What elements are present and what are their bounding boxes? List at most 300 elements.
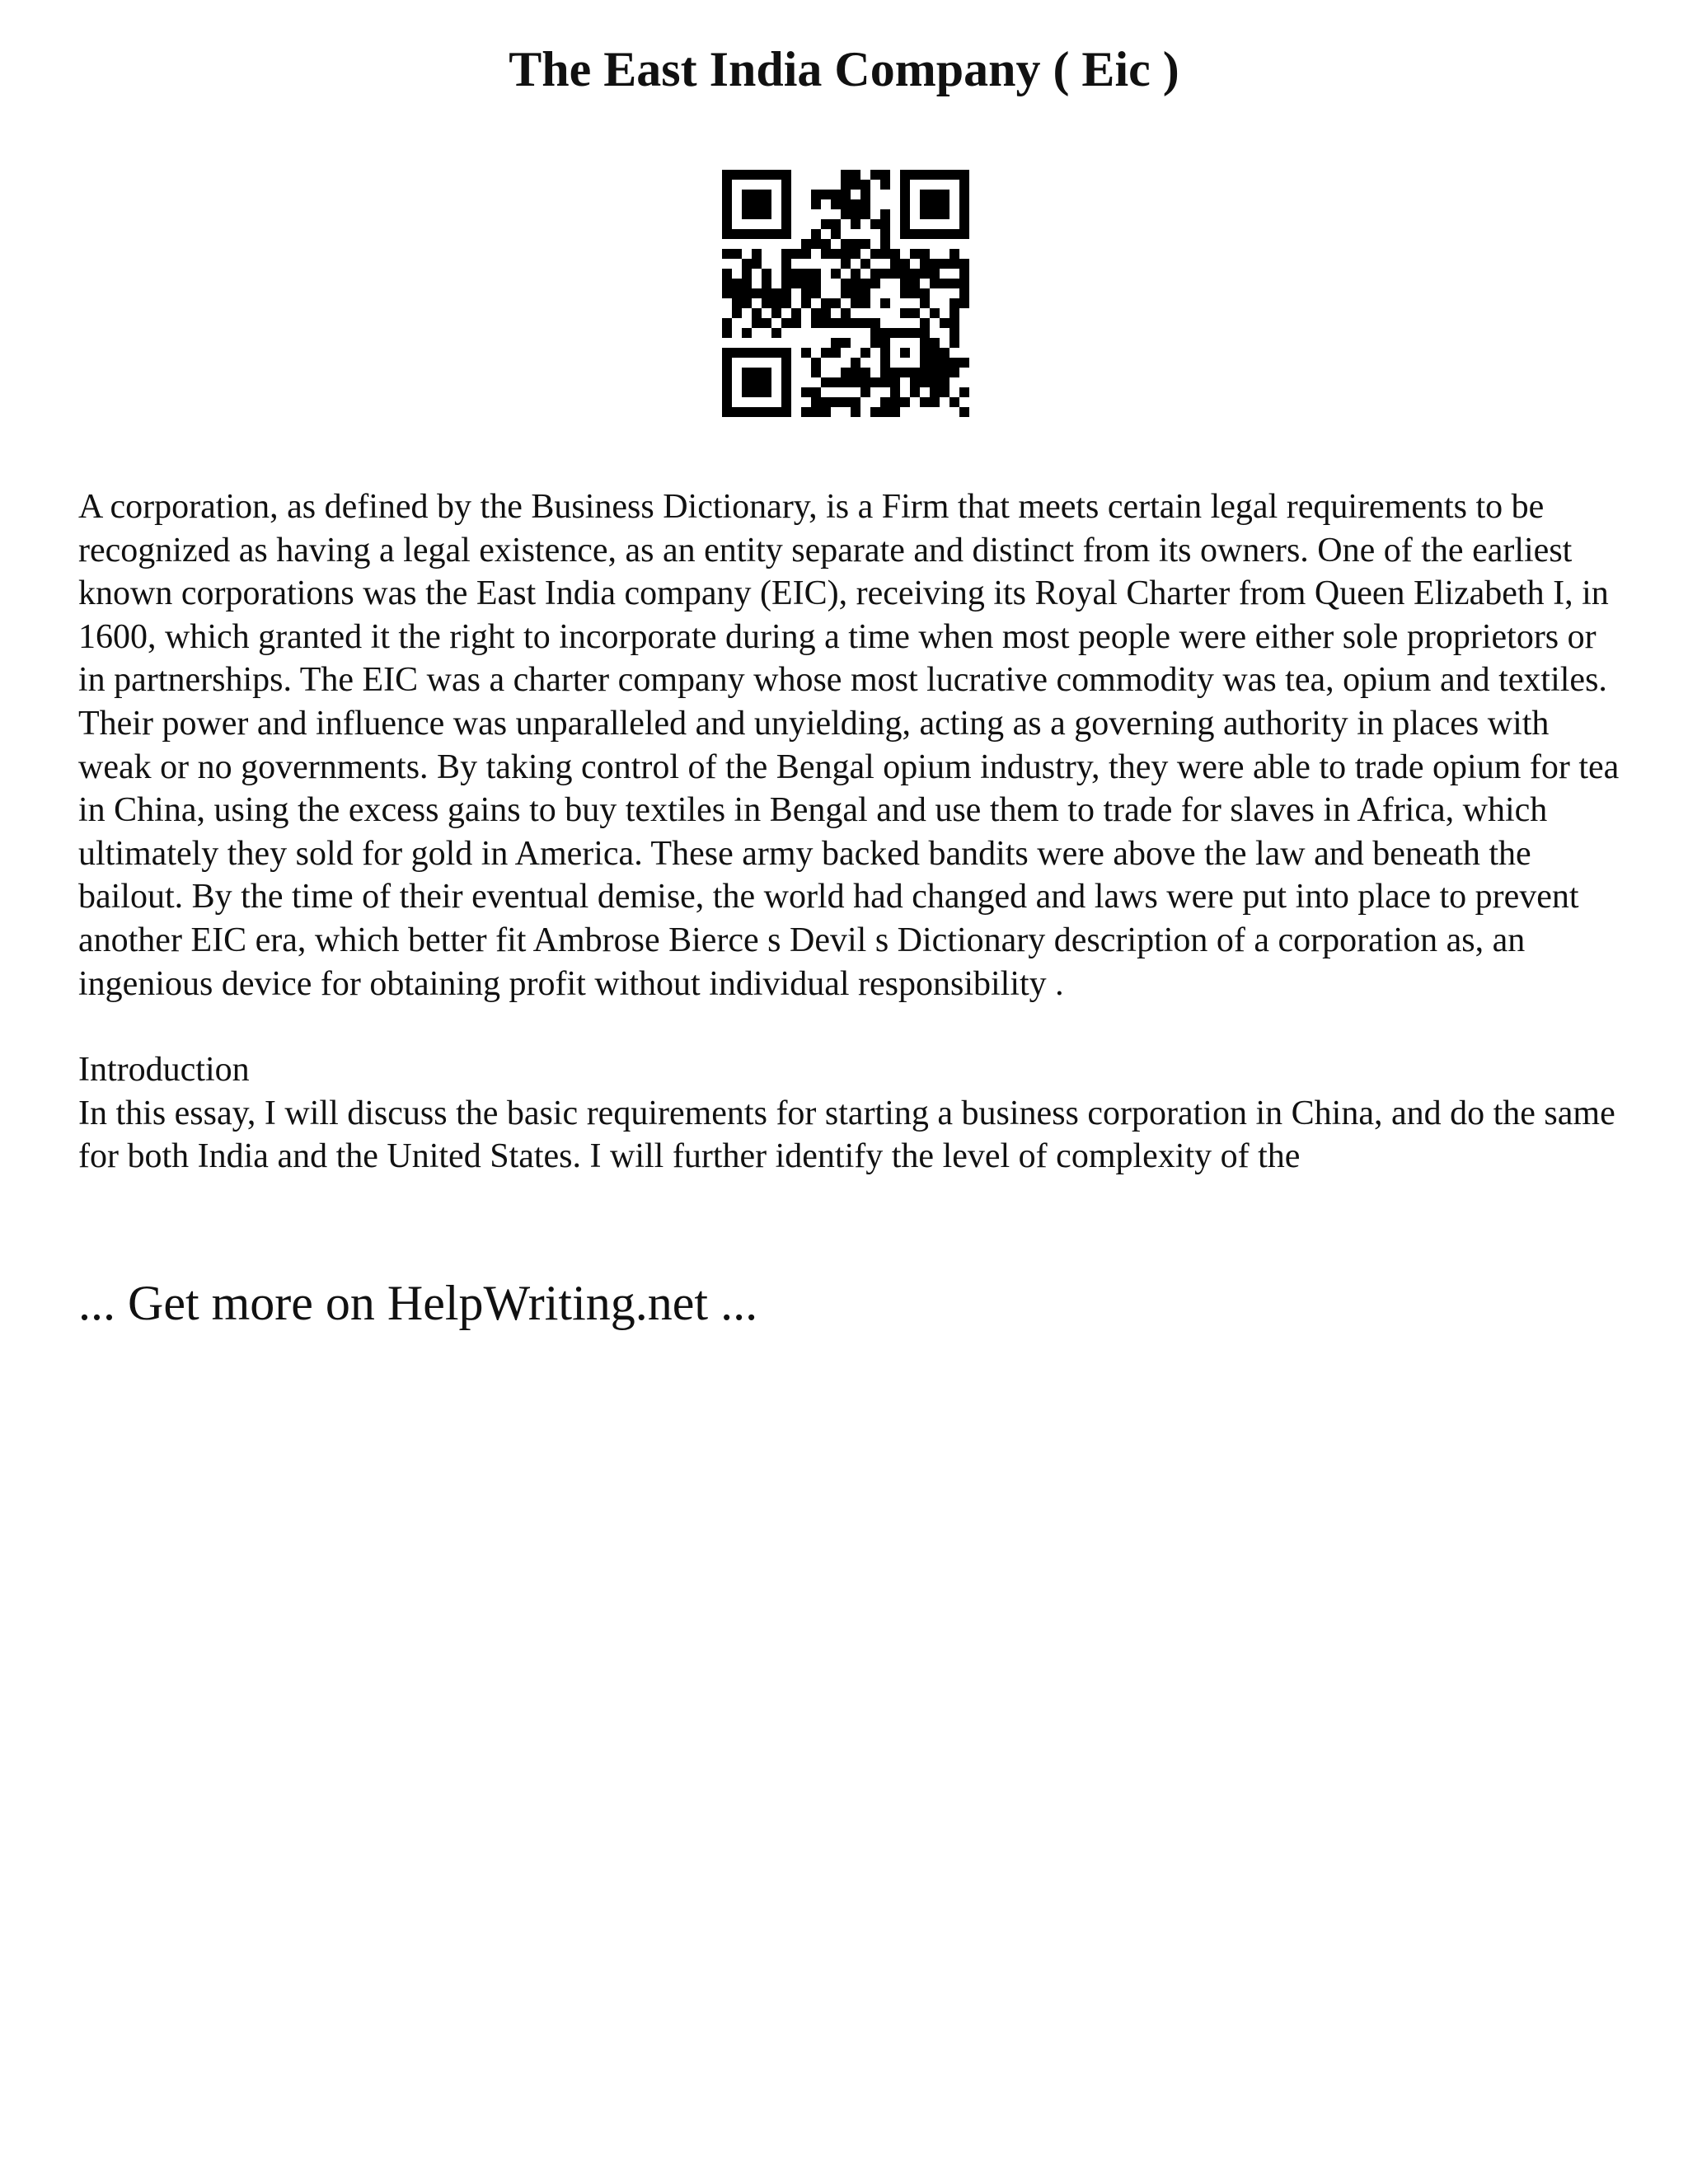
qr-module xyxy=(851,377,860,387)
qr-module xyxy=(851,209,860,219)
qr-module xyxy=(930,279,940,288)
qr-module xyxy=(811,239,821,249)
qr-module xyxy=(900,348,910,358)
qr-module xyxy=(900,328,910,338)
qr-module xyxy=(752,209,762,219)
qr-module xyxy=(940,199,950,209)
qr-module xyxy=(950,298,959,308)
qr-module xyxy=(732,279,742,288)
qr-module xyxy=(890,387,900,397)
qr-module xyxy=(940,229,950,239)
qr-module xyxy=(781,209,791,219)
qr-module xyxy=(742,170,752,180)
qr-module xyxy=(742,269,752,279)
qr-module xyxy=(860,288,870,298)
qr-module xyxy=(781,249,791,259)
qr-module xyxy=(762,229,771,239)
qr-module xyxy=(841,288,851,298)
qr-module xyxy=(940,348,950,358)
qr-module xyxy=(851,199,860,209)
qr-module xyxy=(851,170,860,180)
qr-module xyxy=(950,249,959,259)
qr-module xyxy=(940,387,950,397)
qr-module xyxy=(771,328,781,338)
qr-module xyxy=(880,249,890,259)
qr-module xyxy=(880,298,890,308)
qr-module xyxy=(801,239,811,249)
qr-module xyxy=(722,180,732,190)
qr-module xyxy=(762,190,771,199)
qr-module xyxy=(801,298,811,308)
qr-module xyxy=(801,387,811,397)
qr-module xyxy=(841,338,851,348)
qr-module xyxy=(950,328,959,338)
qr-module xyxy=(762,209,771,219)
qr-module xyxy=(781,358,791,368)
qr-module xyxy=(920,249,930,259)
qr-module xyxy=(930,368,940,377)
qr-module xyxy=(930,259,940,269)
qr-module xyxy=(959,279,969,288)
qr-module xyxy=(722,219,732,229)
qr-module xyxy=(742,190,752,199)
qr-module xyxy=(950,308,959,318)
qr-module xyxy=(920,328,930,338)
qr-module xyxy=(959,199,969,209)
qr-module xyxy=(742,348,752,358)
qr-module xyxy=(851,298,860,308)
qr-module xyxy=(752,377,762,387)
qr-module xyxy=(811,288,821,298)
qr-module xyxy=(851,279,860,288)
qr-module xyxy=(950,279,959,288)
qr-module xyxy=(791,318,801,328)
qr-module xyxy=(841,180,851,190)
qr-module xyxy=(890,259,900,269)
qr-module xyxy=(851,288,860,298)
qr-module xyxy=(742,229,752,239)
qr-module xyxy=(890,397,900,407)
qr-module xyxy=(920,338,930,348)
qr-module xyxy=(900,397,910,407)
qr-module xyxy=(900,269,910,279)
qr-module xyxy=(910,269,920,279)
qr-module xyxy=(762,318,771,328)
qr-module xyxy=(920,298,930,308)
qr-module xyxy=(811,269,821,279)
qr-module xyxy=(831,298,841,308)
qr-module xyxy=(752,229,762,239)
qr-module xyxy=(930,308,940,318)
qr-module xyxy=(762,288,771,298)
qr-module xyxy=(900,368,910,377)
qr-module xyxy=(880,170,890,180)
qr-code-icon xyxy=(722,170,969,417)
qr-module xyxy=(930,348,940,358)
qr-module xyxy=(841,199,851,209)
qr-module xyxy=(860,298,870,308)
qr-module xyxy=(860,209,870,219)
qr-module xyxy=(781,199,791,209)
qr-module xyxy=(742,259,752,269)
qr-module xyxy=(732,308,742,318)
qr-module xyxy=(860,199,870,209)
qr-module xyxy=(722,397,732,407)
qr-module xyxy=(841,368,851,377)
qr-module xyxy=(860,318,870,328)
qr-module xyxy=(722,377,732,387)
qr-module xyxy=(752,288,762,298)
qr-module xyxy=(821,348,831,358)
qr-module xyxy=(860,377,870,387)
qr-module xyxy=(781,407,791,417)
qr-module xyxy=(781,219,791,229)
qr-module xyxy=(732,298,742,308)
qr-module xyxy=(821,377,831,387)
qr-module xyxy=(870,318,880,328)
qr-module xyxy=(900,180,910,190)
qr-module xyxy=(781,368,791,377)
qr-module xyxy=(900,209,910,219)
qr-module xyxy=(851,407,860,417)
qr-module xyxy=(880,407,890,417)
qr-module xyxy=(841,259,851,269)
qr-module xyxy=(959,219,969,229)
paragraph-gap xyxy=(78,1005,1628,1048)
qr-module xyxy=(811,407,821,417)
qr-module xyxy=(742,328,752,338)
qr-module xyxy=(722,387,732,397)
qr-module xyxy=(752,170,762,180)
qr-module xyxy=(950,259,959,269)
qr-module xyxy=(930,209,940,219)
qr-module xyxy=(722,368,732,377)
qr-module xyxy=(722,318,732,328)
qr-module xyxy=(851,219,860,229)
qr-module xyxy=(781,387,791,397)
qr-module xyxy=(900,308,910,318)
qr-module xyxy=(940,209,950,219)
qr-module xyxy=(890,269,900,279)
qr-module xyxy=(959,387,969,397)
qr-module xyxy=(950,397,959,407)
qr-module xyxy=(752,199,762,209)
qr-module xyxy=(930,190,940,199)
qr-module xyxy=(860,259,870,269)
qr-module xyxy=(910,308,920,318)
qr-module xyxy=(732,288,742,298)
qr-module xyxy=(762,387,771,397)
qr-module xyxy=(742,407,752,417)
qr-module xyxy=(841,279,851,288)
qr-module xyxy=(920,269,930,279)
qr-module xyxy=(781,298,791,308)
qr-module xyxy=(841,249,851,259)
qr-module xyxy=(732,407,742,417)
qr-module xyxy=(900,279,910,288)
qr-module xyxy=(880,209,890,219)
qr-module xyxy=(860,239,870,249)
qr-module xyxy=(722,190,732,199)
qr-module xyxy=(851,358,860,368)
qr-module xyxy=(752,190,762,199)
qr-module xyxy=(781,279,791,288)
qr-module xyxy=(801,279,811,288)
qr-module xyxy=(880,368,890,377)
qr-module xyxy=(940,318,950,328)
qr-module xyxy=(930,358,940,368)
qr-module xyxy=(811,279,821,288)
get-more-link[interactable]: ... Get more on HelpWriting.net ... xyxy=(78,1276,758,1330)
qr-module xyxy=(771,298,781,308)
qr-module xyxy=(821,318,831,328)
qr-module xyxy=(781,259,791,269)
qr-module xyxy=(950,338,959,348)
qr-module xyxy=(791,308,801,318)
qr-module xyxy=(771,170,781,180)
qr-module xyxy=(762,199,771,209)
qr-module xyxy=(959,209,969,219)
qr-module xyxy=(821,407,831,417)
qr-module xyxy=(811,397,821,407)
qr-module xyxy=(781,377,791,387)
qr-module xyxy=(860,387,870,397)
qr-module xyxy=(940,377,950,387)
qr-module xyxy=(831,229,841,239)
qr-module xyxy=(900,199,910,209)
qr-module xyxy=(880,358,890,368)
qr-module xyxy=(920,368,930,377)
qr-module xyxy=(950,368,959,377)
qr-module xyxy=(811,308,821,318)
page-title: The East India Company ( Eic ) xyxy=(509,42,1179,96)
qr-module xyxy=(920,259,930,269)
qr-module xyxy=(870,269,880,279)
qr-module xyxy=(771,348,781,358)
qr-module xyxy=(821,397,831,407)
qr-module xyxy=(722,407,732,417)
qr-module xyxy=(940,259,950,269)
qr-module xyxy=(851,318,860,328)
qr-module xyxy=(900,170,910,180)
qr-module xyxy=(959,358,969,368)
qr-module xyxy=(762,269,771,279)
qr-module xyxy=(821,190,831,199)
qr-module xyxy=(880,377,890,387)
qr-module xyxy=(771,229,781,239)
qr-module xyxy=(851,180,860,190)
qr-module xyxy=(722,279,732,288)
qr-module xyxy=(831,377,841,387)
qr-module xyxy=(752,368,762,377)
intro-paragraph: A corporation, as defined by the Business Dictionary, is a Firm that meets certain legal requirements to be recognized as having a legal existence, as an entity separate and distinct from its owners. One of the earliest known corporations was the East India company (EIC), receiving its Royal Charter from Queen Elizabeth I, in 1600, which granted it the right to incorporate during a time when most people were either sole proprietors or in partnerships. The EIC was a charter company whose most lucrative commodity was tea, opium and textiles. Their power and influence was unparalleled and unyielding, acting as a governing authority in places with weak or no governments. By taking control of the Bengal opium industry, they were able to trade opium for tea in China, using the excess gains to buy textiles in Bengal and use them to trade for slaves in Africa, which ultimately they sold for gold in America. These army backed bandits were above the law and beneath the bailout. By the time of their eventual demise, the world had changed and laws were put into place to prevent another EIC era, which better fit Ambrose Bierce s Devil s Dictionary description of a corporation as, an ingenious device for obtaining profit without individual responsibility . xyxy=(78,488,1620,1003)
qr-module xyxy=(940,170,950,180)
qr-module xyxy=(791,269,801,279)
qr-module xyxy=(940,279,950,288)
qr-module xyxy=(950,318,959,328)
qr-module xyxy=(752,387,762,397)
qr-module xyxy=(762,368,771,377)
qr-module xyxy=(781,269,791,279)
qr-module xyxy=(781,397,791,407)
qr-module xyxy=(791,279,801,288)
qr-module xyxy=(762,407,771,417)
qr-module xyxy=(771,407,781,417)
qr-module xyxy=(920,348,930,358)
qr-module xyxy=(920,358,930,368)
qr-module xyxy=(920,209,930,219)
qr-module xyxy=(821,239,831,249)
qr-module xyxy=(910,288,920,298)
qr-module xyxy=(910,328,920,338)
qr-module xyxy=(851,249,860,259)
qr-module xyxy=(880,348,890,358)
qr-module xyxy=(722,170,732,180)
qr-module xyxy=(831,249,841,259)
qr-module xyxy=(752,348,762,358)
qr-module xyxy=(781,229,791,239)
qr-module xyxy=(762,298,771,308)
qr-module xyxy=(831,269,841,279)
qr-module xyxy=(781,288,791,298)
qr-module xyxy=(950,229,959,239)
qr-module xyxy=(930,170,940,180)
qr-module xyxy=(841,308,851,318)
qr-module xyxy=(722,269,732,279)
qr-module xyxy=(811,318,821,328)
qr-module xyxy=(722,229,732,239)
qr-module xyxy=(930,229,940,239)
qr-module xyxy=(771,288,781,298)
qr-module xyxy=(959,407,969,417)
qr-module xyxy=(831,199,841,209)
qr-module xyxy=(811,387,821,397)
qr-module xyxy=(880,219,890,229)
qr-module xyxy=(950,170,959,180)
qr-module xyxy=(841,397,851,407)
qr-module xyxy=(831,318,841,328)
qr-module xyxy=(742,288,752,298)
qr-module xyxy=(910,229,920,239)
qr-module xyxy=(920,397,930,407)
qr-module xyxy=(860,348,870,358)
qr-module xyxy=(801,348,811,358)
qr-module xyxy=(890,328,900,338)
qr-module xyxy=(811,368,821,377)
qr-module xyxy=(920,170,930,180)
qr-module xyxy=(870,407,880,417)
qr-module xyxy=(762,279,771,288)
qr-module xyxy=(900,229,910,239)
qr-module xyxy=(940,190,950,199)
qr-module xyxy=(880,229,890,239)
qr-module xyxy=(870,170,880,180)
qr-module xyxy=(950,358,959,368)
qr-module xyxy=(920,229,930,239)
qr-module xyxy=(811,190,821,199)
qr-module xyxy=(890,368,900,377)
qr-module xyxy=(722,199,732,209)
qr-module xyxy=(880,328,890,338)
qr-module xyxy=(742,209,752,219)
qr-module xyxy=(831,338,841,348)
qr-module xyxy=(722,328,732,338)
qr-module xyxy=(781,190,791,199)
qr-module xyxy=(959,190,969,199)
qr-module xyxy=(900,259,910,269)
qr-module xyxy=(880,239,890,249)
qr-module xyxy=(742,377,752,387)
qr-module xyxy=(742,368,752,377)
qr-module xyxy=(890,249,900,259)
qr-module xyxy=(722,209,732,219)
qr-module xyxy=(742,279,752,288)
qr-module xyxy=(732,170,742,180)
qr-module xyxy=(930,269,940,279)
qr-module xyxy=(771,308,781,318)
qr-module xyxy=(959,298,969,308)
qr-module xyxy=(920,190,930,199)
qr-module xyxy=(821,249,831,259)
qr-module xyxy=(870,328,880,338)
qr-module xyxy=(860,180,870,190)
qr-module xyxy=(920,288,930,298)
qr-module xyxy=(920,377,930,387)
qr-module xyxy=(930,387,940,397)
qr-module xyxy=(811,229,821,239)
qr-module xyxy=(870,249,880,259)
qr-module xyxy=(841,318,851,328)
qr-module xyxy=(910,279,920,288)
qr-module xyxy=(880,338,890,348)
qr-module xyxy=(821,298,831,308)
qr-module xyxy=(831,190,841,199)
qr-module xyxy=(900,288,910,298)
qr-module xyxy=(959,170,969,180)
qr-module xyxy=(752,407,762,417)
qr-module xyxy=(722,348,732,358)
qr-module xyxy=(930,377,940,387)
qr-module xyxy=(732,249,742,259)
qr-module xyxy=(880,269,890,279)
qr-module xyxy=(791,249,801,259)
qr-module xyxy=(930,397,940,407)
qr-module xyxy=(841,209,851,219)
qr-module xyxy=(841,239,851,249)
qr-module xyxy=(732,348,742,358)
qr-module xyxy=(781,348,791,358)
qr-module xyxy=(742,199,752,209)
qr-module xyxy=(752,259,762,269)
qr-module xyxy=(940,368,950,377)
qr-module xyxy=(841,190,851,199)
qr-module xyxy=(722,249,732,259)
qr-module xyxy=(762,348,771,358)
qr-module xyxy=(732,229,742,239)
qr-module xyxy=(781,180,791,190)
qr-module xyxy=(930,338,940,348)
qr-module xyxy=(880,180,890,190)
qr-module xyxy=(821,308,831,318)
qr-module xyxy=(752,249,762,259)
qr-module xyxy=(880,397,890,407)
qr-module xyxy=(781,318,791,328)
qr-module xyxy=(920,199,930,209)
qr-module xyxy=(900,190,910,199)
qr-module xyxy=(959,180,969,190)
qr-module xyxy=(860,368,870,377)
qr-module xyxy=(831,397,841,407)
